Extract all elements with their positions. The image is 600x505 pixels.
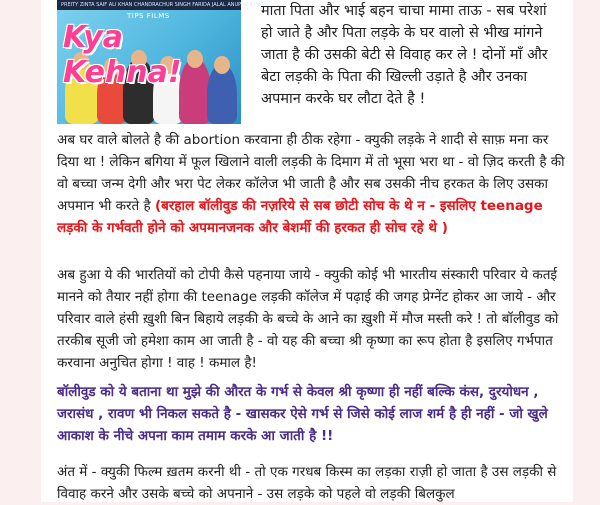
- article-page: [41, 0, 573, 502]
- movie-poster: [57, 0, 264, 124]
- poster-credits: PREITY ZINTA SAIF ALI KHAN CHANDRACHUR SINGH FARIDA JALAL ANUPAM KHER: [61, 2, 264, 8]
- paragraph-ending: अंत में - क्युकी फिल्म ख़तम करनी थी - तो एक गरधब किस्म का लड़का राज़ी हो जाता है उस लड़की से विवाह करने और उसके बच्चे को अपनाने - उस लड़के को पहले वो लड़की बिलकुल: [57, 464, 557, 502]
- poster-title: Kya Kehna!: [63, 20, 182, 90]
- paragraph-text: अब घर वाले बोलते है की abortion करवाना ही ठीक रहेगा - क्युकी लड़के ने शादी से साफ़ मना कर दिया था ! लेकिन बगिया में फूल खिलाने वाली लड़की के दिमाग में तो भूसा भरा था - वो ज़िद करती है की वो बच्चा जन्म देगी और भरा पेट लेकर कॉलेज भी जाती है और सब उसकी नीच हरकत के लिए उसका अपमान भी करते है: [57, 132, 565, 214]
- highlight-red-text: (बरहाल बॉलीवुड की नज़रिये से सब छोटी सोच के थे न - इसलिए teenage लड़की के गर्भवती होने को अपमानजनक और बेशर्मी की हरकत ही सोच रहे थे ): [57, 198, 543, 236]
- paragraph-bollywood-trick: अब हुआ ये की भारतियों को टोपी कैसे पहनाया जाये - क्युकी कोई भी भारतीय संस्कारी परिवार ये कतई मानने को तैयार नहीं होगा की teenage लड़की कॉलेज में पढ़ाई की जगह प्रेग्नेंट होकर आ जाये - और परिवार वाले हंसी ख़ुशी बिन बिहाये लड़की के बच्चे के आने का ख़ुशी में मौज मस्ती करे ! तो बॉलीवुड को तरकीब सूजी जो हमेशा काम आ जाती है - वो यह की बच्चा श्री कृष्णा का रूप होता है इसलिए गर्भपात करवाना अनुचित होगा ! वाह ! कमाल है!: [57, 267, 559, 371]
- poster-studio: TIPS FILMS: [127, 12, 170, 20]
- intro-paragraph: माता पिता और भाई बहन चाचा मामा ताऊ - सब परेशां हो जाते है और पिता लड़के के घर वालो से भीख मांगने जाता है की उसकी बेटी से विवाह कर ले ! दोनों माँ और बेटा लड़की के पिता की खिल्ली उड़ाते है और उनका अपमान करके घर लौटा देते है !: [261, 3, 548, 107]
- paragraph-bold-purple: बॉलीवुड को ये बताना था मुझे की औरत के गर्भ से केवल श्री कृष्णा ही नहीं बल्कि कंस, दुरयोधन , जरासंध , रावण भी निकल सकते है - खासकर ऐसे गर्भ से जिसे कोई लाज शर्म है ही नहीं - जो खुले आकाश के नीचे अपना काम तमाम करके आ जाती है !!: [57, 384, 548, 444]
- paragraph-abortion: [57, 129, 569, 239]
